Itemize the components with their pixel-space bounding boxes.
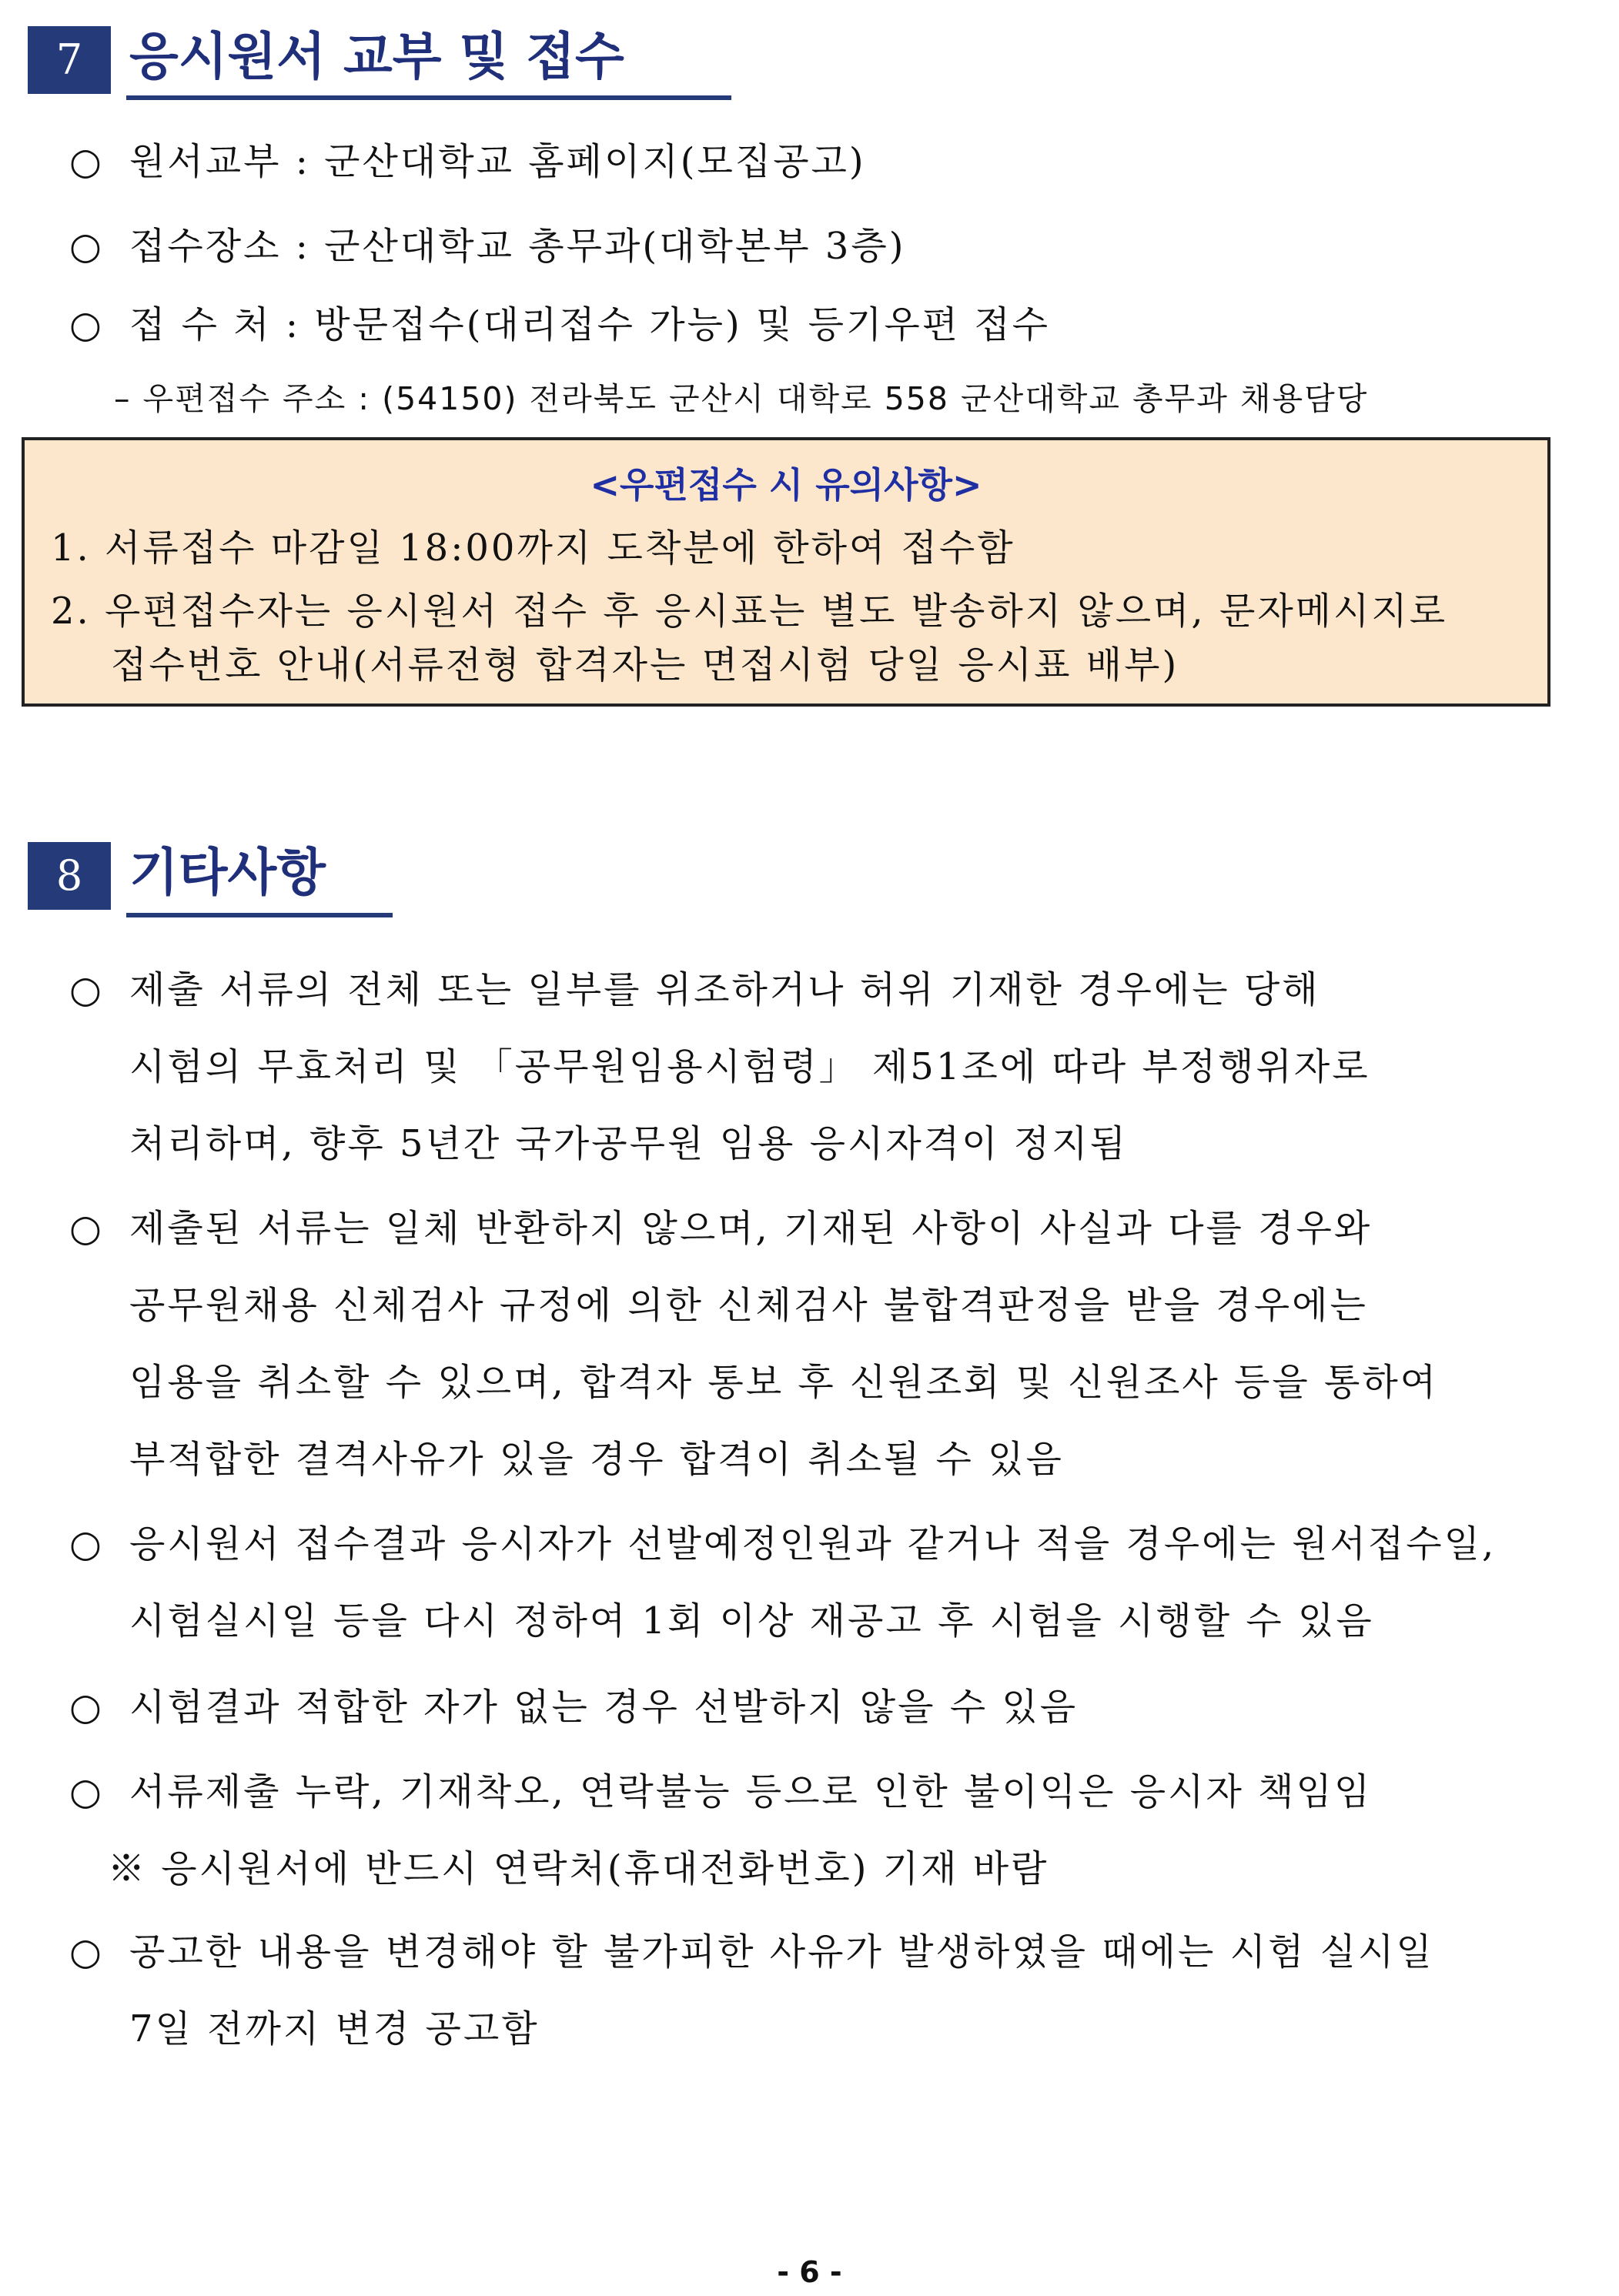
item-5-line-1: 서류제출 누락, 기재착오, 연락불능 등으로 인한 불이익은 응시자 책임임 bbox=[129, 1770, 1373, 1813]
reception-location-item: 접수장소 : 군산대학교 총무과(대학본부 3층) bbox=[129, 225, 906, 268]
notice-line-1: 1. 서류접수 마감일 18:00까지 도착분에 한하여 접수함 bbox=[51, 526, 1015, 570]
postal-notice-box bbox=[22, 437, 1550, 707]
reception-method-item: 접 수 처 : 방문접수(대리접수 가능) 및 등기우편 접수 bbox=[129, 303, 1051, 346]
section-7-underline bbox=[126, 95, 731, 100]
item-2-line-3: 임용을 취소할 수 있으며, 합격자 통보 후 신원조회 및 신원조사 등을 통하여 bbox=[129, 1361, 1439, 1404]
item-1-line-1: 제출 서류의 전체 또는 일부를 위조하거나 허위 기재한 경우에는 당해 bbox=[129, 968, 1320, 1011]
item-3-line-1: 응시원서 접수결과 응시자가 선발예정인원과 같거나 적을 경우에는 원서접수일, bbox=[129, 1522, 1497, 1566]
section-8-underline bbox=[126, 913, 393, 917]
notice-line-3: 접수번호 안내(서류전형 합격자는 면접시험 당일 응시표 배부) bbox=[111, 643, 1179, 687]
section-8-number: 8 bbox=[28, 842, 111, 910]
bullet-icon: ○ bbox=[69, 1522, 102, 1566]
item-6-line-1: 공고한 내용을 변경해야 할 불가피한 사유가 발생하였을 때에는 시험 실시일 bbox=[129, 1930, 1434, 1973]
bullet-icon: ○ bbox=[69, 1207, 102, 1250]
contact-note: ※ 응시원서에 반드시 연락처(휴대전화번호) 기재 바람 bbox=[108, 1847, 1049, 1890]
bullet-icon: ○ bbox=[69, 140, 102, 183]
postal-address-item: – 우편접수 주소 : (54150) 전라북도 군산시 대학로 558 군산대학교 총무과 채용담당 bbox=[114, 380, 1369, 417]
item-1-line-3: 처리하며, 향후 5년간 국가공무원 임용 응시자격이 정지됨 bbox=[129, 1122, 1128, 1165]
bullet-icon: ○ bbox=[69, 968, 102, 1011]
section-8-title: 기타사항 bbox=[129, 843, 326, 902]
application-distribution-item: 원서교부 : 군산대학교 홈페이지(모집공고) bbox=[129, 140, 866, 183]
item-2-line-1: 제출된 서류는 일체 반환하지 않으며, 기재된 사항이 사실과 다를 경우와 bbox=[129, 1207, 1373, 1250]
bullet-icon: ○ bbox=[69, 1686, 102, 1729]
page-number: - 6 - bbox=[777, 2255, 842, 2289]
bullet-icon: ○ bbox=[69, 303, 102, 346]
section-7-number: 7 bbox=[28, 26, 111, 94]
bullet-icon: ○ bbox=[69, 1770, 102, 1813]
item-1-line-2: 시험의 무효처리 및 「공무원임용시험령」 제51조에 따라 부정행위자로 bbox=[129, 1045, 1370, 1088]
section-7-title: 응시원서 교부 및 접수 bbox=[129, 27, 624, 86]
item-6-line-2: 7일 전까지 변경 공고함 bbox=[129, 2007, 540, 2050]
bullet-icon: ○ bbox=[69, 225, 102, 268]
item-4-line-1: 시험결과 적합한 자가 없는 경우 선발하지 않을 수 있음 bbox=[129, 1686, 1079, 1729]
item-2-line-4: 부적합한 결격사유가 있을 경우 합격이 취소될 수 있음 bbox=[129, 1438, 1064, 1481]
notice-line-2: 2. 우편접수자는 응시원서 접수 후 응시표는 별도 발송하지 않으며, 문자메시지로 bbox=[51, 590, 1448, 633]
bullet-icon: ○ bbox=[69, 1930, 102, 1973]
item-2-line-2: 공무원채용 신체검사 규정에 의한 신체검사 불합격판정을 받을 경우에는 bbox=[129, 1284, 1368, 1327]
item-3-line-2: 시험실시일 등을 다시 정하여 1회 이상 재공고 후 시험을 시행할 수 있음 bbox=[129, 1599, 1374, 1643]
notice-title: <우편접수 시 유의사항> bbox=[590, 464, 982, 506]
